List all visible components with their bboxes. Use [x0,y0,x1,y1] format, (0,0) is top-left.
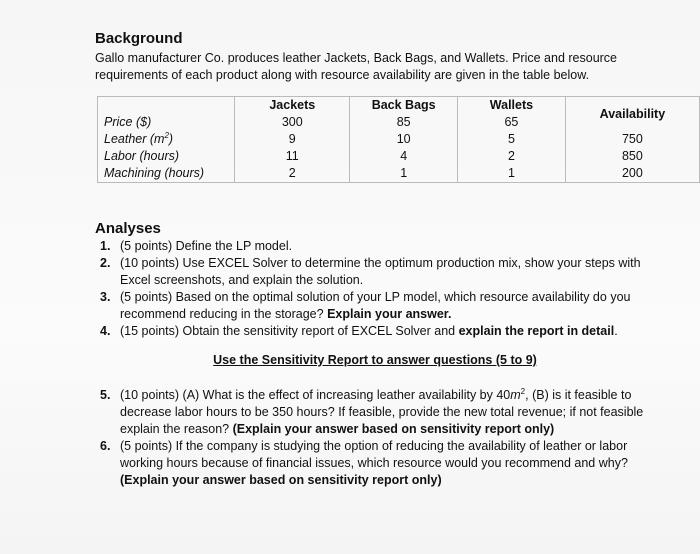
table-row [98,165,700,183]
header-jackets: Jackets [235,97,350,115]
table-row [98,148,700,165]
cell: 5 [458,131,566,148]
question-number: 4. [100,324,111,338]
sensitivity-report-title: Use the Sensitivity Report to answer questions (5 to 9) [213,353,537,367]
cell: 65 [458,114,566,131]
row-label-machining: Machining (hours) [98,165,235,183]
header-availability: Availability [565,97,699,132]
cell: 1 [458,165,566,183]
cell: 85 [350,114,458,131]
background-section [95,30,655,84]
cell-availability: 850 [565,148,699,165]
question-5: 5. (10 points) (A) What is the effect of increasing leather availability by $40m^2$, (B) is it feasible to decrease labor hours to be 350 hours? If feasible, provide the new total revenue; if not feasible explain the reason? (Explain your answer based on sensitivity report only) [100,386,644,436]
cell-availability: 200 [565,165,699,183]
row-label-leather: Leather $(m^2)$ [98,131,235,148]
background-intro: Gallo manufacturer Co. produces leather Jackets, Back Bags, and Wallets. Price and resource requirements of each product along with resource availability are given in the table below. [95,51,618,82]
question-3: 3. (5 points) Based on the optimal solution of your LP model, which resource availability do you recommend reducing in the storage? Explain your answer. [100,290,631,321]
header-back-bags: Back Bags [350,97,458,115]
question-1: 1. (5 points) Define the LP model. [100,239,293,253]
question-6: 6. (5 points) If the company is studying the option of reducing the availability of leather or labor working hours because of financial issues, which resource would you recommend and why? (Explain your answer based on sensitivity report only) [100,439,628,487]
row-label-labor: Labor (hours) [98,148,235,165]
cell-availability: 750 [565,131,699,148]
question-number: 6. [100,439,111,453]
table-header-row [98,97,700,115]
background-heading: Background [95,30,183,47]
cell: 2 [458,148,566,165]
question-2: 2. (10 points) Use EXCEL Solver to determine the optimum production mix, show your steps with Excel screenshots, and explain the solution. [100,256,641,287]
cell: 9 [235,131,350,148]
question-number: 2. [100,256,111,270]
cell: 2 [235,165,350,183]
question-number: 5. [100,388,111,402]
question-4: 4. (15 points) Obtain the sensitivity report of EXCEL Solver and explain the report in detail. [100,324,618,338]
header-empty [98,97,235,115]
cell: 10 [350,131,458,148]
analyses-section [95,220,655,487]
header-wallets: Wallets [458,97,566,115]
analyses-heading: Analyses [95,220,161,237]
question-list [95,238,655,340]
cell: 300 [235,114,350,131]
question-number: 1. [100,239,111,253]
question-number: 3. [100,290,111,304]
cell: 4 [350,148,458,165]
cell: 11 [235,148,350,165]
question-list-2 [95,387,655,489]
table-row [98,131,700,148]
row-label-price: Price ($) [98,114,235,131]
resource-table [97,96,700,183]
cell: 1 [350,165,458,183]
